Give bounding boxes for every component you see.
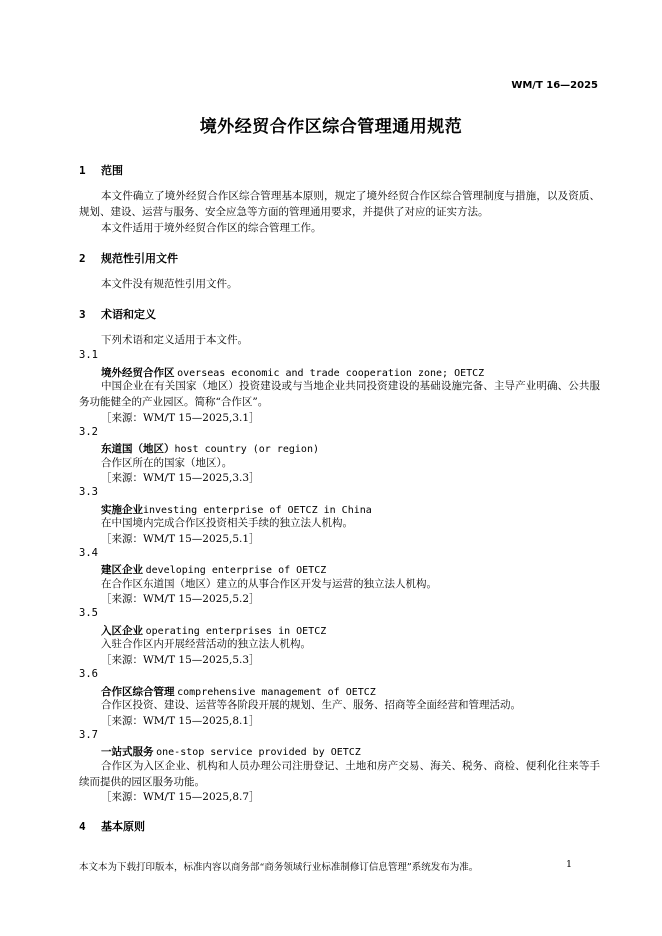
term-chinese: 一站式服务 xyxy=(101,746,154,758)
term-english: one-stop service provided by OETCZ xyxy=(156,747,361,758)
page-number: 1 xyxy=(566,859,573,870)
term-heading xyxy=(101,441,319,456)
term-english: host country (or region) xyxy=(174,444,319,455)
section-heading-normative xyxy=(79,250,178,266)
term-number: 3.3 xyxy=(79,486,98,498)
term-english: developing enterprise of OETCZ xyxy=(145,565,327,576)
term-number: 3.4 xyxy=(79,547,98,559)
term-source: ［来源：WM/T 15—2025,3.1］ xyxy=(101,412,260,424)
section-number: 1 xyxy=(79,164,86,177)
term-source: ［来源：WM/T 15—2025,8.7］ xyxy=(101,791,260,803)
document-title: 境外经贸合作区综合管理通用规范 xyxy=(199,117,463,137)
term-definition: 入驻合作区内开展经营活动的独立法人机构。 xyxy=(101,638,311,650)
term-english: overseas economic and trade cooperation zone; OETCZ xyxy=(177,368,485,379)
section-heading-principles xyxy=(79,818,145,834)
term-number: 3.6 xyxy=(79,668,98,680)
section-number: 4 xyxy=(79,820,86,833)
term-number: 3.7 xyxy=(79,729,98,741)
section-title: 术语和定义 xyxy=(101,308,156,321)
terms-intro: 下列术语和定义适用于本文件。 xyxy=(101,334,248,346)
section-heading-scope xyxy=(79,162,123,178)
term-chinese: 入区企业 xyxy=(101,625,143,637)
term-heading xyxy=(101,744,361,759)
section-title: 基本原则 xyxy=(101,820,145,833)
term-source: ［来源：WM/T 15—2025,3.3］ xyxy=(101,472,260,484)
term-definition: 中国企业在有关国家（地区）投资建设或与当地企业共同投资建设的基础设施完备、主导产业明确、公共服务功能健全的产业园区。简称“合作区”。 xyxy=(79,380,600,408)
term-definition: 在合作区东道国（地区）建立的从事合作区开发与运营的独立法人机构。 xyxy=(101,578,437,590)
term-chinese: 东道国（地区） xyxy=(101,443,175,455)
section-title: 规范性引用文件 xyxy=(101,252,178,265)
term-source: ［来源：WM/T 15—2025,5.1］ xyxy=(101,533,260,545)
footer-note: 本文本为下载打印版本，标准内容以商务部“商务领域行业标准制修订信息管理”系统发布为准。 xyxy=(79,862,479,873)
term-source: ［来源：WM/T 15—2025,8.1］ xyxy=(101,715,260,727)
term-chinese: 实施企业 xyxy=(101,504,143,516)
term-number: 3.2 xyxy=(79,426,98,438)
term-chinese: 合作区综合管理 xyxy=(101,686,175,698)
term-english: operating enterprises in OETCZ xyxy=(145,626,327,637)
term-chinese: 境外经贸合作区 xyxy=(101,367,175,379)
term-definition: 合作区投资、建设、运营等各阶段开展的规划、生产、服务、招商等全面经营和管理活动。 xyxy=(101,699,521,711)
section-number: 3 xyxy=(79,308,86,321)
section-number: 2 xyxy=(79,252,86,265)
section-title: 范围 xyxy=(101,164,123,177)
scope-paragraph-1: 本文件确立了境外经贸合作区综合管理基本原则，规定了境外经贸合作区综合管理制度与措施，以及资质、规划、建设、运营与服务、安全应急等方面的管理通用要求，并提供了对应的证实方法。 xyxy=(79,190,600,218)
term-definition: 合作区所在的国家（地区）。 xyxy=(101,457,233,469)
section-heading-terms xyxy=(79,306,156,322)
normative-paragraph: 本文件没有规范性引用文件。 xyxy=(101,278,238,290)
term-source: ［来源：WM/T 15—2025,5.2］ xyxy=(101,593,260,605)
term-number: 3.5 xyxy=(79,607,98,619)
standard-code: WM/T 16—2025 xyxy=(511,80,598,91)
scope-paragraph-2: 本文件适用于境外经贸合作区的综合管理工作。 xyxy=(101,222,322,234)
term-english: comprehensive management of OETCZ xyxy=(177,687,376,698)
term-english: investing enterprise of OETCZ in China xyxy=(143,505,372,516)
term-definition: 在中国境内完成合作区投资相关手续的独立法人机构。 xyxy=(101,517,353,529)
term-chinese: 建区企业 xyxy=(101,564,143,576)
term-number: 3.1 xyxy=(79,349,98,361)
term-source: ［来源：WM/T 15—2025,5.3］ xyxy=(101,654,260,666)
term-heading xyxy=(101,562,326,577)
term-definition: 合作区为入区企业、机构和人员办理公司注册登记、土地和房产交易、海关、税务、商检、便利化往来等手续而提供的园区服务功能。 xyxy=(79,760,600,788)
